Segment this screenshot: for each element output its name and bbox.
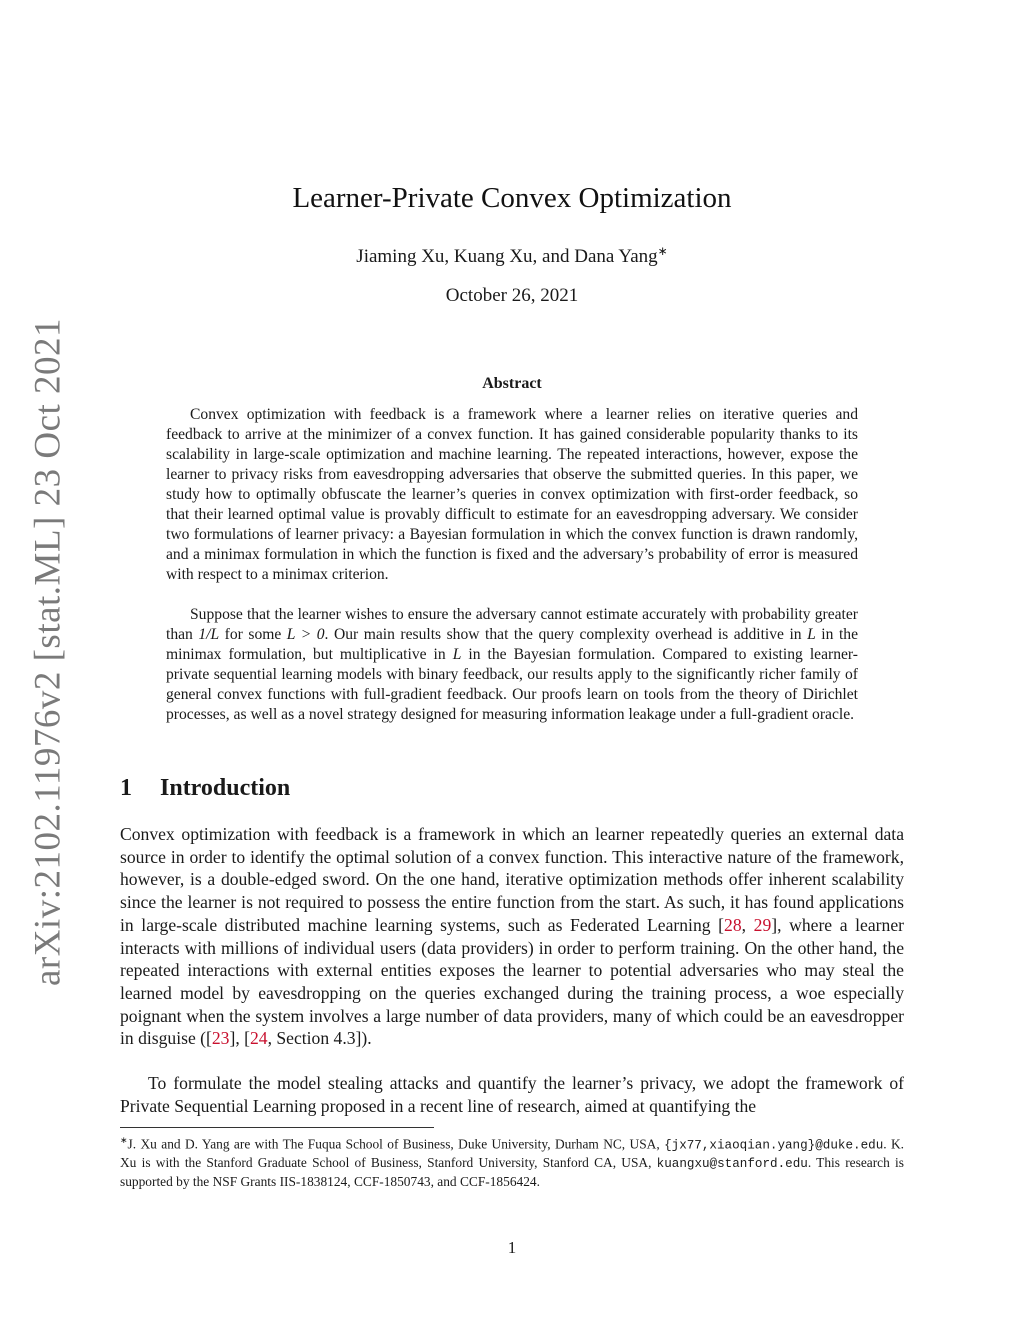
math-expression: L <box>452 646 462 663</box>
paper-date: October 26, 2021 <box>445 285 579 306</box>
abstract-text: Suppose that the learner wishes to ensure the adversary cannot estimate accurately with probability greater than <box>166 606 858 643</box>
paper-title: Learner-Private Convex Optimization <box>292 182 732 214</box>
math-expression: L <box>807 626 816 643</box>
footnote-text: J. Xu and D. Yang are with The Fuqua School of Business, Duke University, Durham NC, USA, <box>127 1136 665 1152</box>
body-text: , Section 4.3]). <box>267 1028 372 1049</box>
section-number: 1 <box>120 775 132 801</box>
author-footnote-mark: ∗ <box>657 244 668 258</box>
footnote-text: . K. Xu is with the Stanford Graduate School of Business, Stanford University, Stanford CA, USA, <box>120 1136 905 1171</box>
author-names: Jiaming Xu, Kuang Xu, and Dana Yang <box>356 246 658 267</box>
body-text: ], where a learner interacts with millions of individual users (data providers) in order to perform training. On the other hand, the repeated interactions with external entities exposes the learner to potential adversaries who may steal the learned model by eavesdropping on the queries exchanged during the training process, a woe especially poignant when the system involves a large number of data providers, many of which could be an eavesdropper in disguise ([ <box>120 914 904 1049</box>
citation-link[interactable]: 23 <box>211 1028 230 1049</box>
footnote-text: . This research is supported by the NSF Grants IIS-1838124, CCF-1850743, and CCF-1856424. <box>120 1155 904 1190</box>
citation-link[interactable]: 24 <box>249 1028 268 1049</box>
footnote-mark: ∗ <box>120 1135 128 1145</box>
citation-link[interactable]: 28 <box>724 914 742 935</box>
abstract-text: for some <box>219 626 287 643</box>
math-expression: 1/L <box>198 626 220 643</box>
abstract-paragraph-1: Convex optimization with feedback is a framework where a learner relies on iterative queries and feedback to arrive at the minimizer of a convex function. It has gained considerable popularity thanks to its scalability in large-scale optimization and machine learning. The repeated interactions, however, expose the learner to privacy risks from eavesdropping adversaries that observe the submitted queries. In this paper, we study how to optimally obfuscate the learner’s queries in convex optimization with first-order feedback, so that their learned optimal value is provably difficult to estimate for an eavesdropping adversary. We consider two formulations of learner privacy: a Bayesian formulation in which the convex function is drawn randomly, and a minimax formulation in which the function is fixed and the adversary’s probability of error is measured with respect to a minimax criterion. <box>166 406 858 583</box>
body-text: , <box>741 914 754 935</box>
email-link[interactable]: kuangxu@stanford.edu <box>656 1157 808 1172</box>
footnote <box>120 1131 904 1191</box>
body-text: Convex optimization with feedback is a framework in which an learner repeatedly queries an external data source in order to identify the optimal solution of a convex function. This interactive nature of the framework, however, is a double-edged sword. On the one hand, iterative optimization methods offer inherent scalability since the learner is not required to possess the entire function from the start. As such, it has found applications in large-scale distributed machine learning systems, such as Federated Learning [ <box>120 824 904 935</box>
author-line <box>0 244 1024 268</box>
arxiv-stamp-text: arXiv:2102.11976v2 [stat.ML] 23 Oct 2021 <box>27 317 69 987</box>
intro-paragraph-1 <box>120 823 904 1050</box>
section-title: Introduction <box>160 775 291 801</box>
page-number: 1 <box>507 1238 517 1257</box>
abstract-text: in the minimax formulation, but multiplicative in <box>166 626 858 663</box>
body-text: ], [ <box>229 1028 250 1049</box>
abstract-text: . Our main results show that the query complexity overhead is additive in <box>324 626 808 643</box>
abstract-paragraph-2 <box>166 605 858 725</box>
math-expression: L > 0 <box>286 626 325 643</box>
abstract-heading: Abstract <box>482 375 542 392</box>
footnote-divider <box>120 1127 434 1128</box>
email-link[interactable]: {jx77,xiaoqian.yang}@duke.edu <box>664 1138 884 1153</box>
intro-paragraph-2: To formulate the model stealing attacks and quantify the learner’s privacy, we adopt the framework of Private Sequential Learning proposed in a recent line of research, aimed at quantifying the <box>120 1073 904 1116</box>
citation-link[interactable]: 29 <box>753 914 772 935</box>
abstract-text: in the Bayesian formulation. Compared to existing learner-private sequential learning models with binary feedback, our results apply to the significantly richer family of general convex functions with full-gradient feedback. Our proofs learn on tools from the theory of Dirichlet processes, as well as a novel strategy designed for measuring information leakage under a full-gradient oracle. <box>166 646 858 723</box>
section-heading-introduction <box>120 775 290 802</box>
